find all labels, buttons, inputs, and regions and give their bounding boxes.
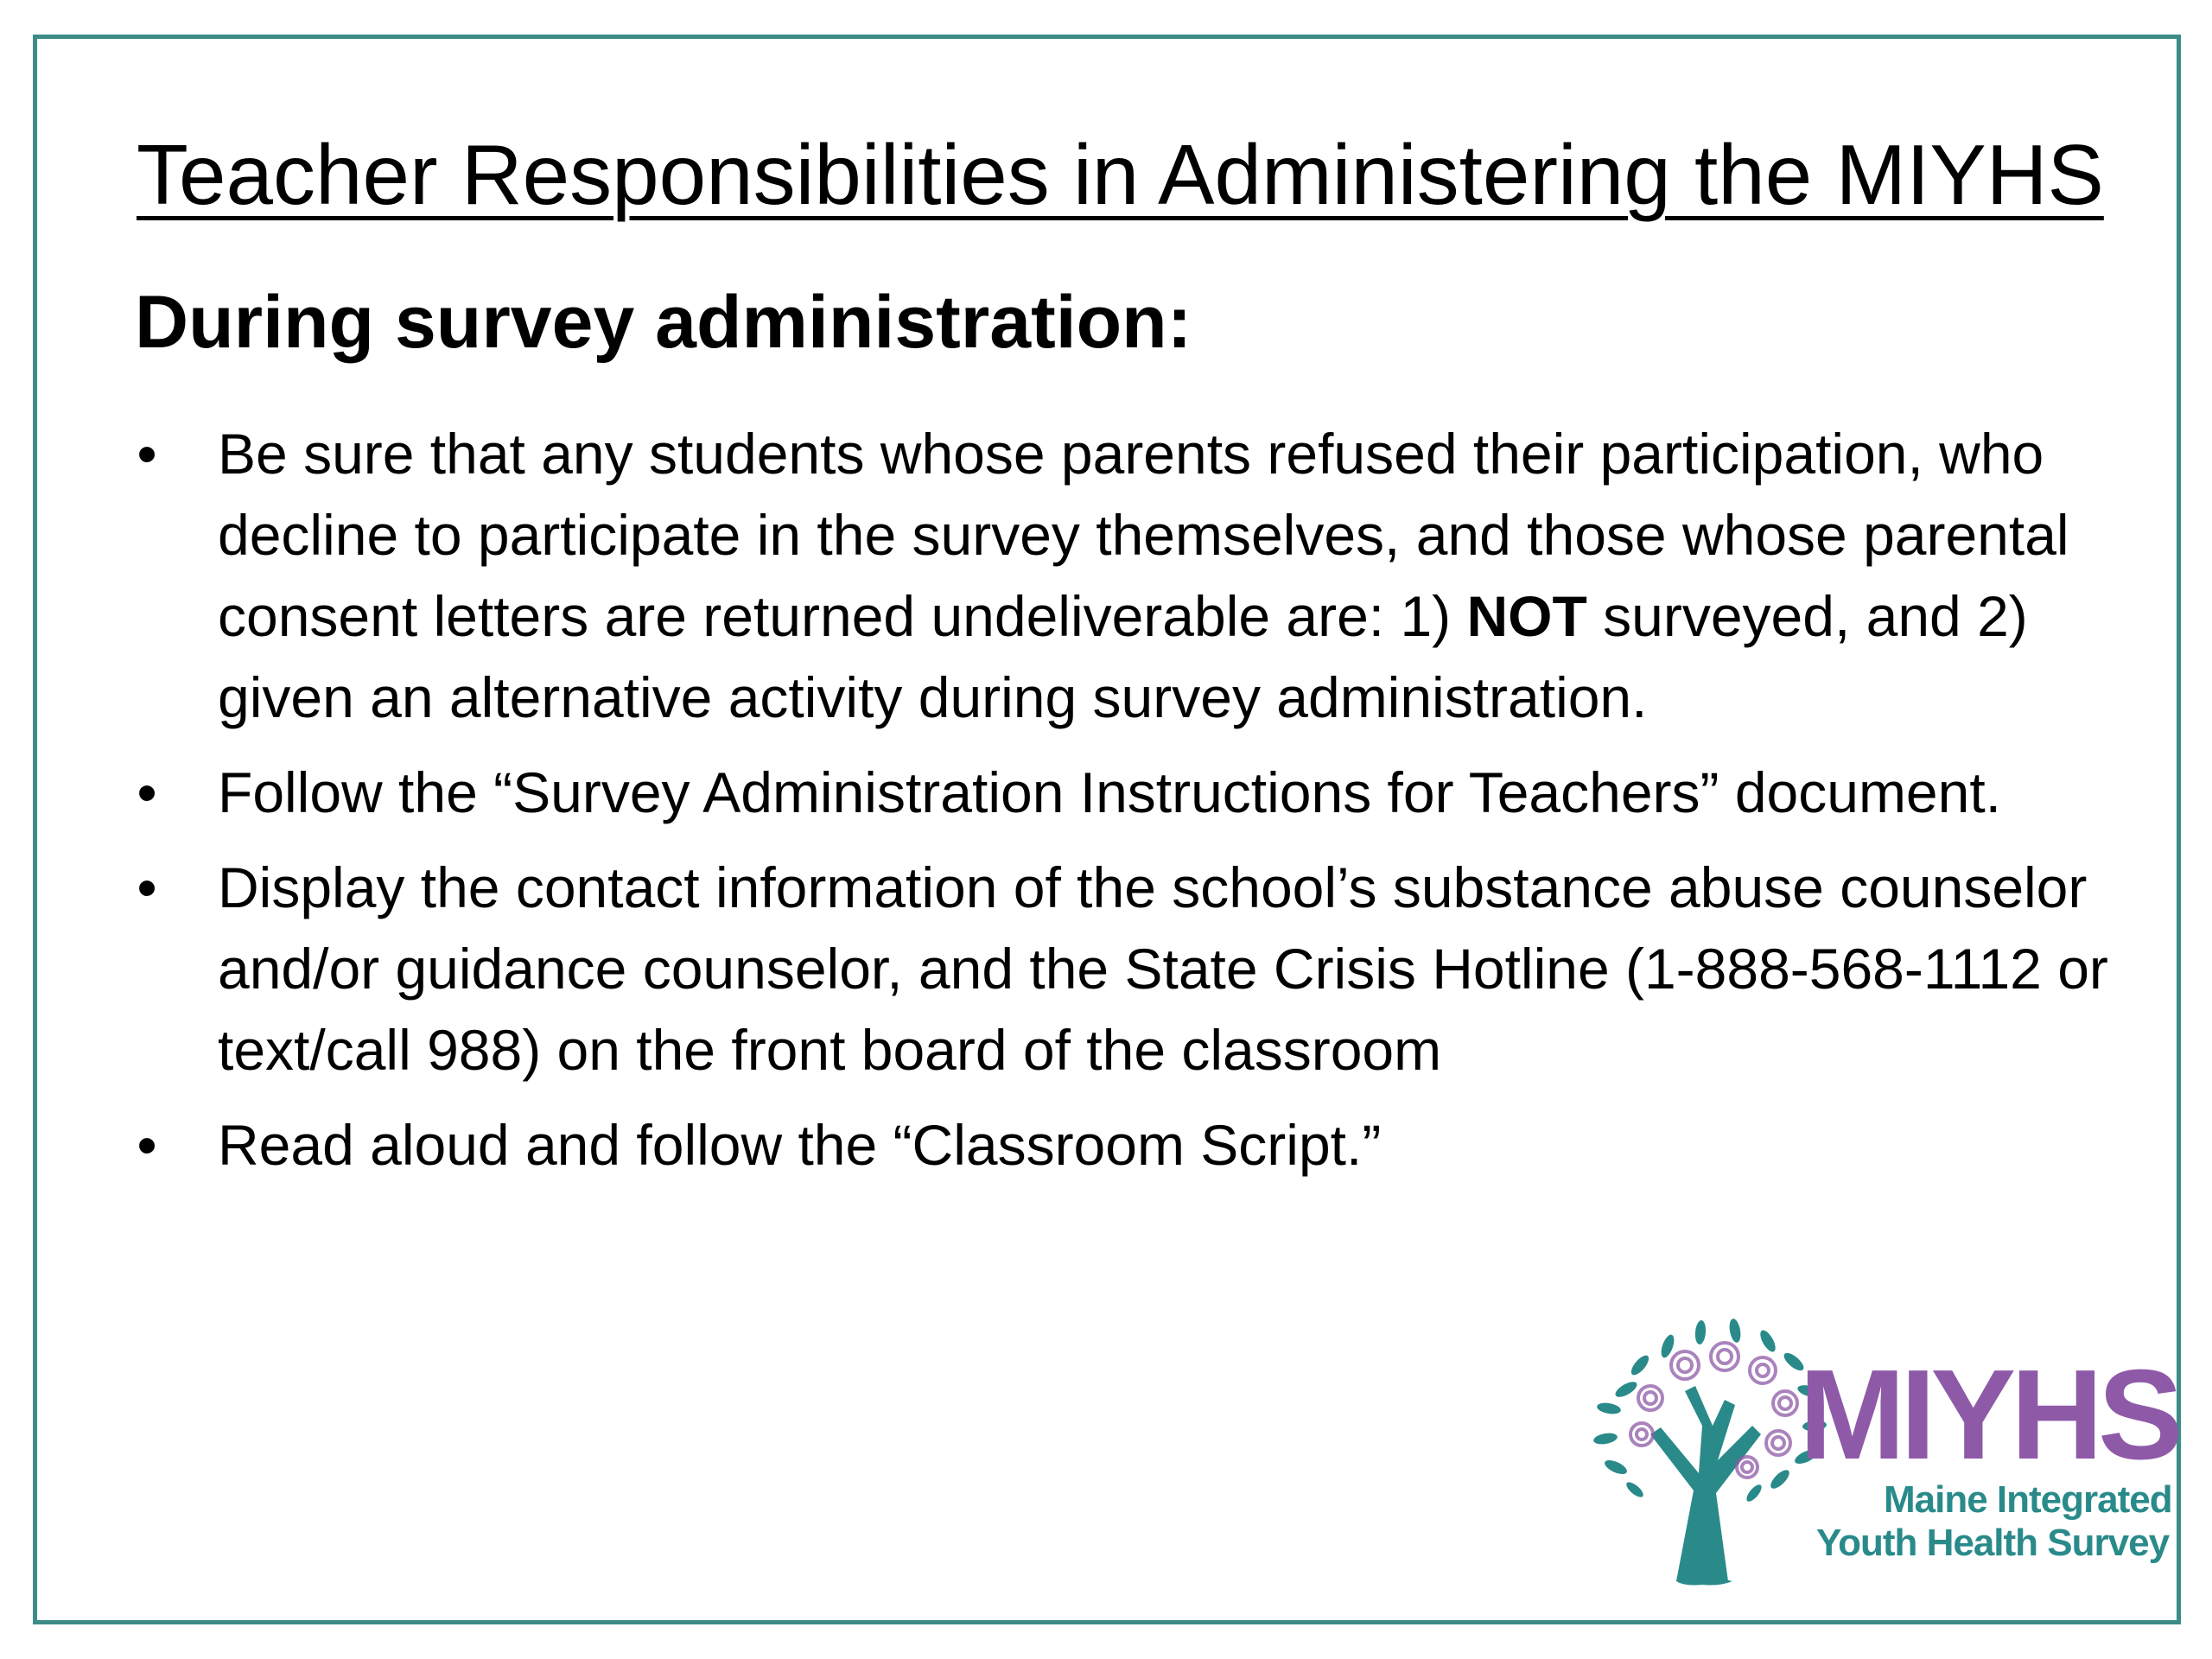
tree-logo-icon [1547,1296,2178,1590]
bullet-text-part: surveyed, and 2) given an alternative activity during survey administration. [218,584,2028,729]
bullet-text: Follow the “Survey Administration Instructions for Teachers” document. [218,760,2002,824]
bullet-item-exclusions [130,413,2152,738]
slide-title: Teacher Responsibilities in Administering the MIYHS [137,127,2104,222]
logo-tagline-line2: Youth Health Survey [1816,1522,2170,1564]
bullet-item-script [130,1104,2152,1185]
bullet-text-emphasis: NOT [1466,584,1587,648]
bullet-text: Display the contact information of the school’s substance abuse counselor and/or guidance counselor, and the State Crisis Hotline (1-888-568-1112 or text/call 988) on the front board of the classroom [218,855,2108,1082]
bullet-marker: • [137,760,157,824]
section-heading: During survey administration: [135,281,1192,364]
tree-trunk-icon [1650,1386,1761,1586]
bullet-text-part: Be sure that any students whose parents refused their participation, who decline to participate in the survey themselves, and those whose parental consent letters are returned undeliverable are: 1) [218,422,2069,648]
bullet-marker: • [137,855,157,919]
miyhs-logo [1547,1296,2178,1590]
bullet-item-instructions [130,752,2152,833]
bullet-marker: • [137,422,157,486]
bullet-marker: • [137,1113,157,1177]
bullet-text: Read aloud and follow the “Classroom Script.” [218,1113,1382,1177]
bullet-list [130,413,2152,1199]
bullet-item-contact-info [130,847,2152,1090]
logo-acronym: MIYHS [1799,1344,2178,1486]
logo-tagline-line1: Maine Integrated [1884,1478,2172,1521]
